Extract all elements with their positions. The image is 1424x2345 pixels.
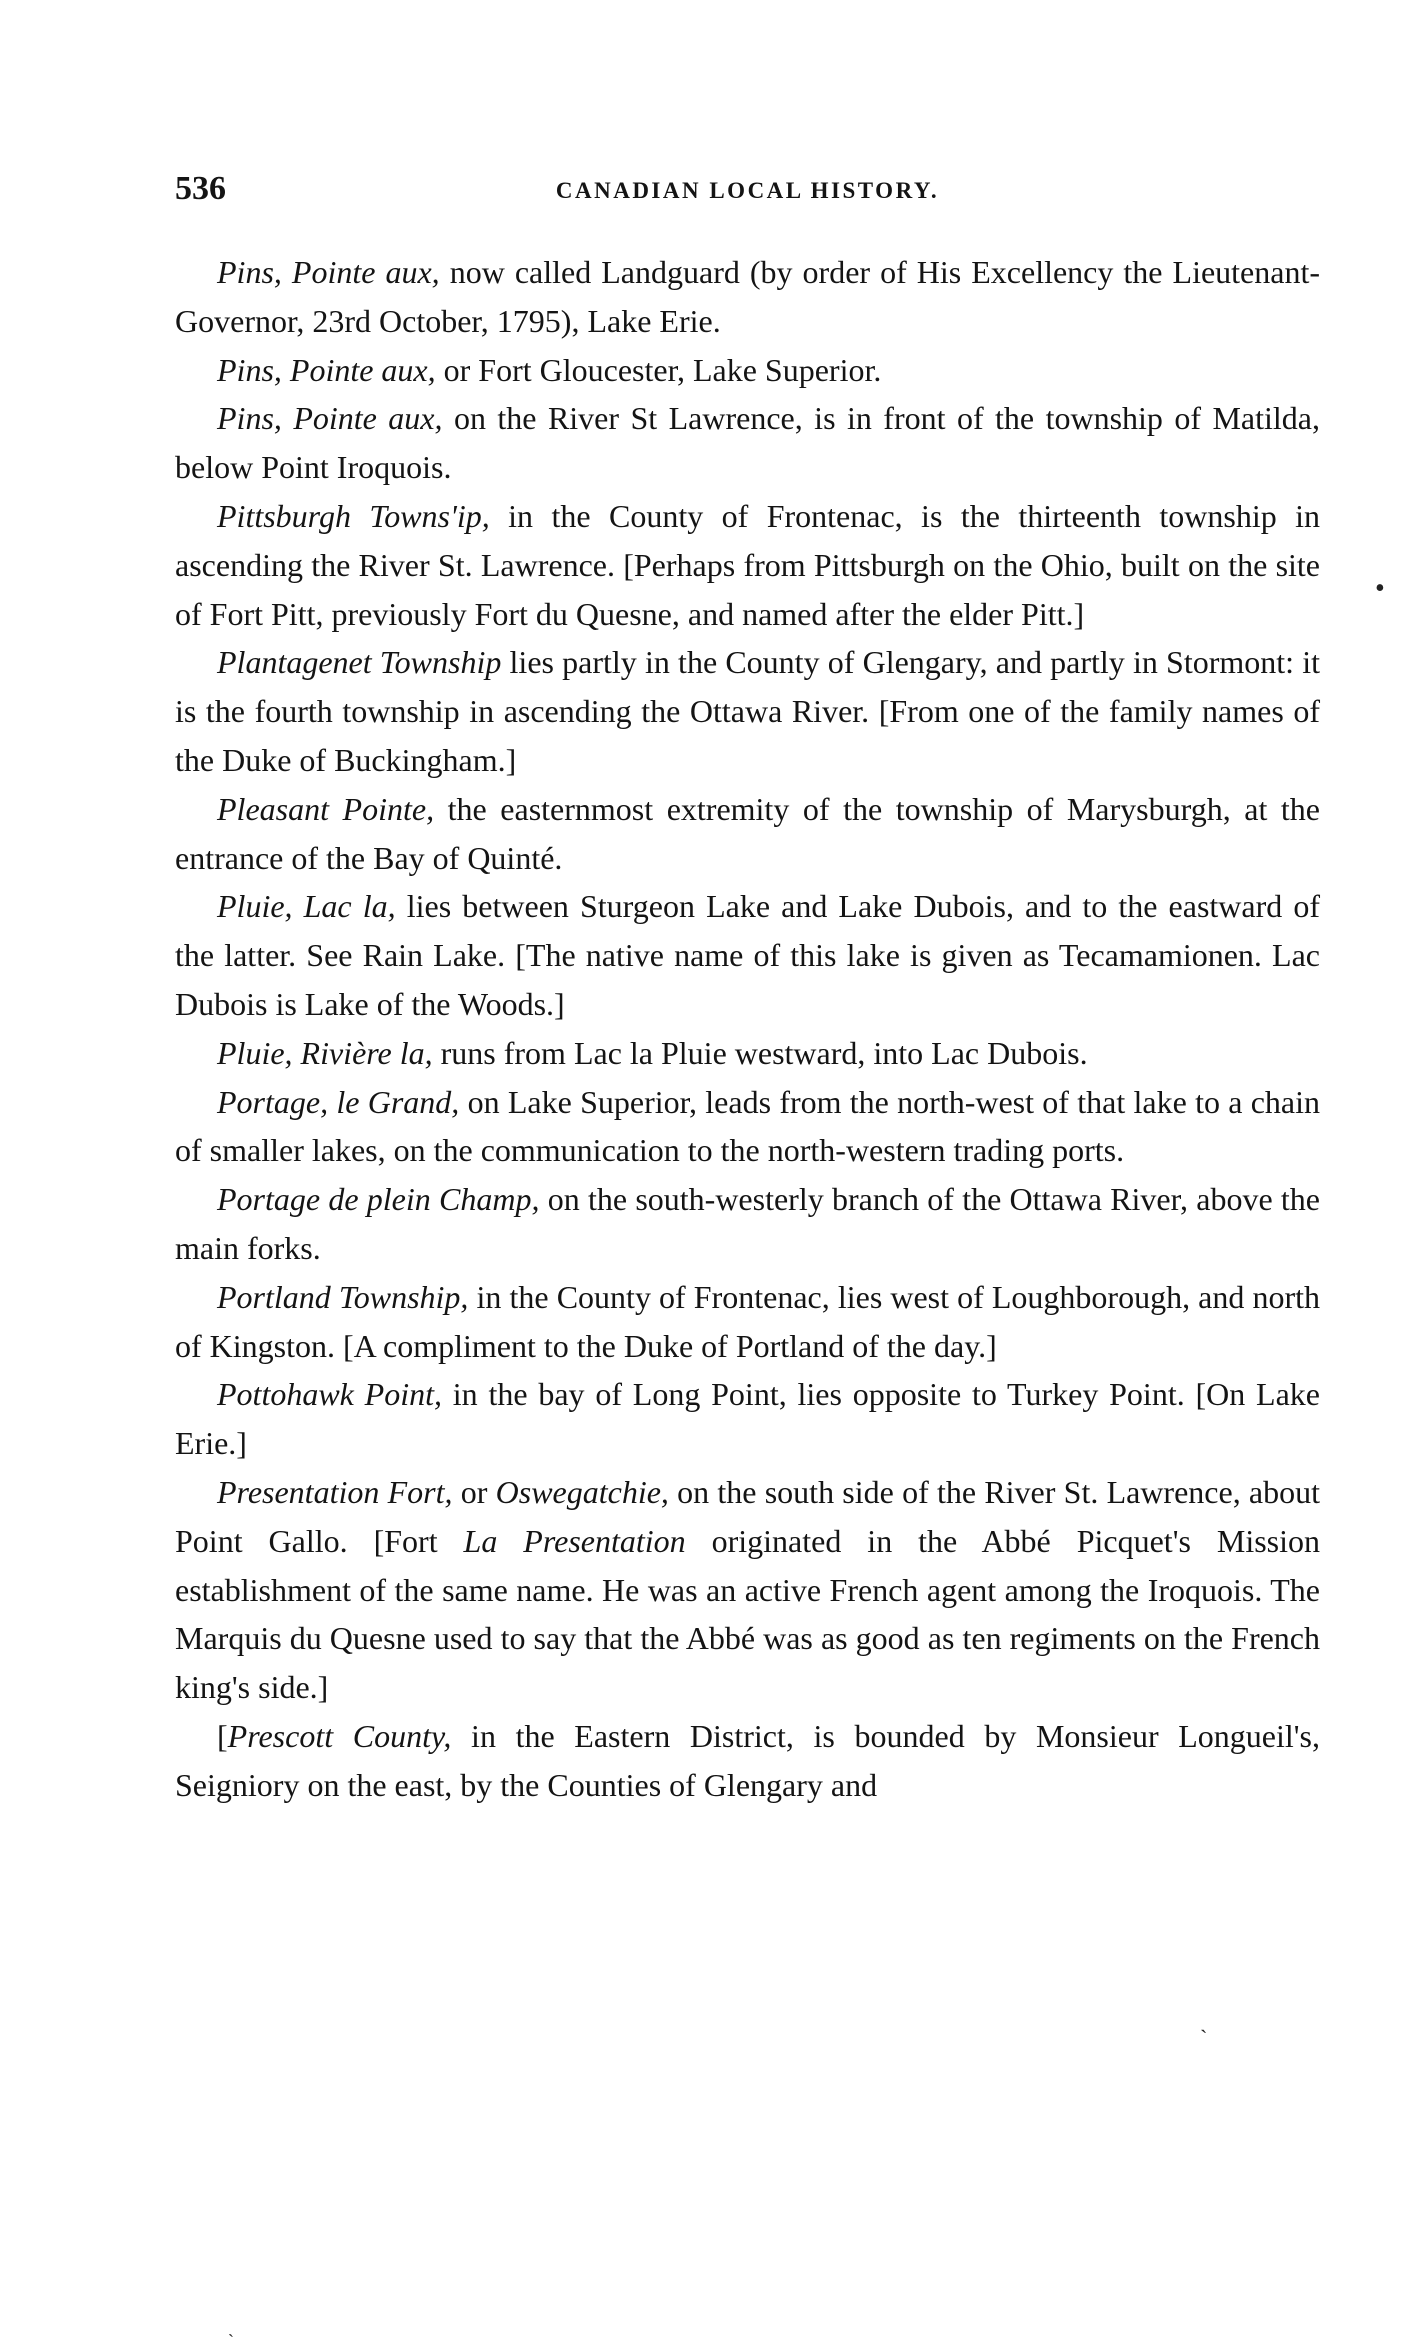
entry-text: now called Landguard (by order of His Excellency the Lieutenant-Governor, 23rd October, 1795), Lake Erie. <box>175 254 1321 339</box>
entry-term: Pins, Pointe aux, <box>217 254 440 290</box>
entry-term: Plantagenet Township <box>217 644 502 681</box>
entry-pins-landguard <box>175 248 1320 346</box>
entry-pottohawk-point <box>175 1370 1320 1468</box>
margin-bullet-mark: • <box>1375 573 1385 604</box>
entry-text: lies between Sturgeon Lake and Lake Dubois, and to the eastward of the latter. See Rain Lake. [The native name of this lake is given as Tecamamionen. Lac Dubois is Lake of the Woods.] <box>175 888 1321 1022</box>
entry-term-inline: La Presentation <box>463 1522 686 1559</box>
entry-text: in the Eastern District, is bounded by Monsieur Longueil's, Seigniory on the east, by the Counties of Glengary and <box>175 1717 1321 1803</box>
page-header <box>175 170 1320 220</box>
entry-pluie-riviere <box>175 1029 1320 1078</box>
entry-text: the easternmost extremity of the township of Marysburgh, at the entrance of the Bay of Quinté. <box>175 790 1321 876</box>
entry-text: in the bay of Long Point, lies opposite to Turkey Point. [On Lake Erie.] <box>175 1376 1321 1462</box>
entry-term: Presentation Fort, <box>217 1473 453 1510</box>
entry-plantagenet-township <box>175 638 1320 784</box>
entry-term: Portage, le Grand, <box>217 1083 460 1120</box>
entry-text: on the River St Lawrence, is in front of the township of Matilda, below Point Iroquois. <box>175 400 1321 486</box>
entry-term: Pins, Pointe aux, <box>217 351 436 388</box>
entry-text: in the County of Frontenac, lies west of Loughborough, and north of Kingston. [A compliment to the Duke of Portland of the day.] <box>175 1278 1321 1364</box>
entry-text: or <box>452 1473 496 1510</box>
entry-term: Portage de plein Champ, <box>217 1181 540 1218</box>
entry-pleasant-pointe <box>175 785 1320 883</box>
entry-pins-gloucester <box>175 346 1320 395</box>
open-bracket: [ <box>217 1717 228 1754</box>
page-number: 536 <box>175 170 226 207</box>
stray-tick-mark: ˏ <box>1200 2008 1208 2033</box>
entry-text: originated in the Abbé Picquet's Mission establishment of the same name. He was an active French agent among the Iroquois. The Marquis du Quesne used to say that the Abbé was as good as ten regiments on the French king's side.] <box>175 1522 1321 1706</box>
entry-text: on Lake Superior, leads from the north-west of that lake to a chain of smaller lakes, on the communication to the north-western trading ports. <box>175 1083 1321 1169</box>
entry-pins-st-lawrence <box>175 394 1320 492</box>
entry-term: Pluie, Rivière la, <box>217 1034 433 1071</box>
gazetteer-text <box>175 248 1320 1810</box>
entry-term-alt: Oswegatchie, <box>495 1473 669 1510</box>
entry-text: on the south side of the River St. Lawrence, about Point Gallo. [Fort <box>175 1473 1321 1559</box>
entry-term: Portland Township, <box>217 1278 469 1315</box>
entry-text: lies partly in the County of Glengary, and partly in Stormont: it is the fourth township in ascending the Ottawa River. [From one of the family names of the Duke of Buckingham.] <box>175 644 1321 778</box>
entry-text: on the south-westerly branch of the Ottawa River, above the main forks. <box>175 1181 1321 1266</box>
entry-portage-le-grand <box>175 1078 1320 1176</box>
entry-term: Pins, Pointe aux, <box>217 400 443 437</box>
entry-portage-plein-champ <box>175 1175 1320 1273</box>
entry-term: Pluie, Lac la, <box>217 888 396 925</box>
entry-term: Pittsburgh Towns'ip, <box>217 497 490 534</box>
entry-prescott-county <box>175 1712 1320 1810</box>
entry-term: Pottohawk Point, <box>217 1376 442 1413</box>
entry-text: or Fort Gloucester, Lake Superior. <box>435 351 882 388</box>
entry-presentation-fort <box>175 1468 1320 1712</box>
stray-foot-mark: ˎ <box>228 2317 234 2337</box>
entry-pittsburgh-township <box>175 492 1320 638</box>
entry-portland-township <box>175 1273 1320 1371</box>
entry-pluie-lac <box>175 882 1320 1028</box>
entry-text: in the County of Frontenac, is the thirteenth township in ascending the River St. Lawrence. [Perhaps from Pittsburgh on the Ohio, built on the site of Fort Pitt, previously Fort du Quesne, and named after the elder Pitt.] <box>175 497 1321 632</box>
entry-text: runs from Lac la Pluie westward, into Lac Dubois. <box>432 1034 1088 1071</box>
entry-term: Pleasant Pointe, <box>217 790 435 827</box>
running-head: CANADIAN LOCAL HISTORY. <box>555 178 940 203</box>
entry-term: Prescott County, <box>227 1717 452 1754</box>
